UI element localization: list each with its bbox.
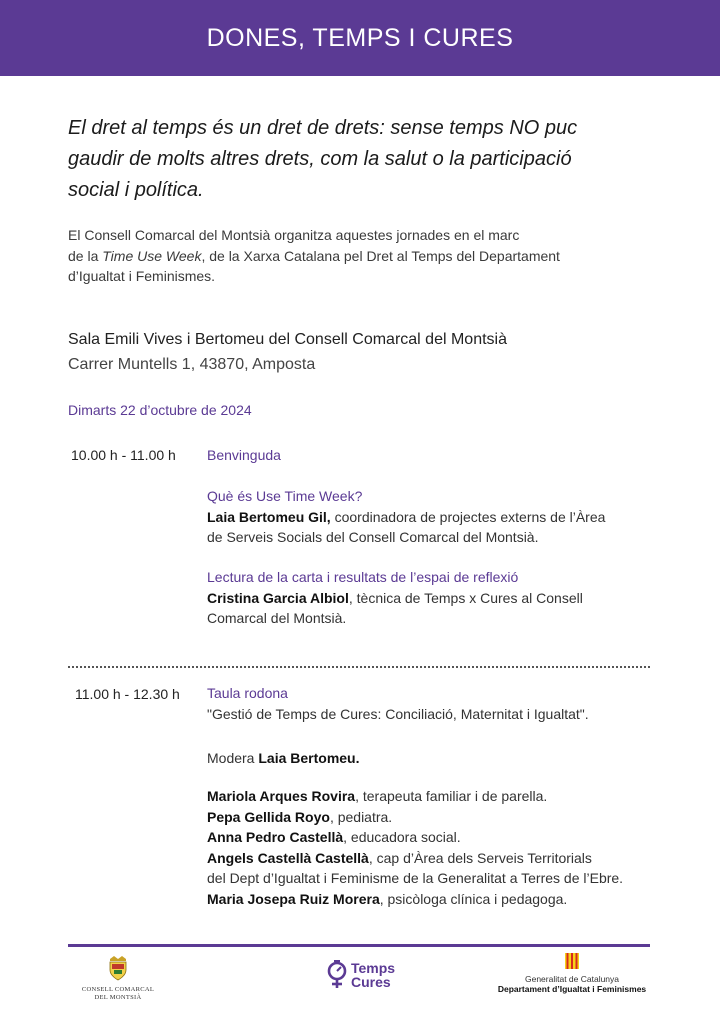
talk-desc: Comarcal del Montsià.	[207, 610, 347, 626]
panelist: Anna Pedro Castellà, educadora social.	[207, 829, 461, 845]
department-name: Departament d’Igualtat i Feminismes	[497, 984, 647, 994]
intro-line: d’Igualtat i Feminismes.	[68, 268, 216, 284]
time-use-week-text: Time Use Week	[102, 247, 202, 264]
venue-address: Carrer Muntells 1, 43870, Amposta	[68, 356, 316, 373]
session-welcome: Benvinguda	[207, 447, 281, 463]
panelist-continued: del Dept d’Igualtat i Feminisme de la Generalitat a Terres de l’Ebre.	[207, 870, 624, 886]
talk-desc: de Serveis Socials del Consell Comarcal del Montsià.	[207, 529, 539, 545]
intro-line: de la Time Use Week, de la Xarxa Catalana pel Dret al Temps del Departament	[68, 247, 560, 264]
moderator-name: Laia Bertomeu.	[258, 750, 360, 766]
talk-block	[207, 486, 677, 548]
talk-title: Què és Use Time Week?	[207, 488, 363, 504]
talk-speaker-line: Cristina Garcia Albiol, tècnica de Temps x Cures al Consell	[207, 589, 583, 606]
intro-line: El Consell Comarcal del Montsià organitza aquestes jornades en el marc	[68, 227, 520, 243]
session-time: 11.00 h - 12.30 h	[75, 686, 180, 702]
panelist: Maria Josepa Ruiz Morera, psicòloga clínica i pedagoga.	[207, 890, 568, 907]
coat-of-arms-icon	[107, 955, 129, 981]
senyera-icon	[565, 953, 579, 969]
quote-line: gaudir de molts altres drets, com la salut o la participació	[68, 148, 572, 170]
timer-venus-icon	[326, 960, 348, 990]
temps-x-cures-logo	[326, 960, 395, 990]
panelist-list	[207, 786, 677, 909]
headline-quote	[68, 113, 668, 206]
speaker-name: Cristina Garcia Albiol	[207, 589, 349, 606]
moderator-line: Modera Laia Bertomeu.	[207, 750, 360, 766]
generalitat-name: Generalitat de Catalunya	[524, 974, 620, 984]
quote-line: social i política.	[68, 179, 204, 201]
talk-title: Lectura de la carta i resultats de l’espai de reflexió	[207, 569, 519, 585]
consell-name: CONSELL COMARCAL DEL MONTSIÀ	[81, 986, 155, 1001]
page-header	[0, 0, 720, 76]
generalitat-logo	[494, 953, 650, 994]
venue-name: Sala Emili Vives i Bertomeu del Consell Comarcal del Montsià	[68, 331, 507, 348]
talk-block	[207, 567, 677, 629]
session-time: 10.00 h - 11.00 h	[71, 447, 176, 463]
panelist: Angels Castellà Castellà, cap d’Àrea dels Serveis Territorials	[207, 849, 592, 866]
round-table-title: Taula rodona	[207, 685, 288, 701]
intro-paragraph	[68, 225, 648, 287]
panelist: Mariola Arques Rovira, terapeuta familiar i de parella.	[207, 788, 548, 804]
speaker-name: Laia Bertomeu Gil,	[207, 508, 331, 525]
round-table-subtitle: "Gestió de Temps de Cures: Conciliació, Maternitat i Igualtat".	[207, 705, 589, 722]
talk-speaker-line: Laia Bertomeu Gil, coordinadora de projectes externs de l’Àrea	[207, 508, 606, 525]
quote-line: El dret al temps és un dret de drets: sense temps NO puc	[68, 117, 578, 139]
event-date: Dimarts 22 d’octubre de 2024	[68, 402, 252, 418]
footer-divider	[68, 944, 650, 947]
round-table-block	[207, 683, 677, 724]
panelist: Pepa Gellida Royo, pediatra.	[207, 808, 393, 825]
consell-comarcal-logo	[78, 955, 158, 1002]
temps-cures-text: Temps Cures	[351, 960, 396, 990]
dotted-divider	[68, 666, 650, 668]
page-title: DONES, TEMPS I CURES	[206, 23, 514, 52]
venue-block	[68, 327, 507, 377]
